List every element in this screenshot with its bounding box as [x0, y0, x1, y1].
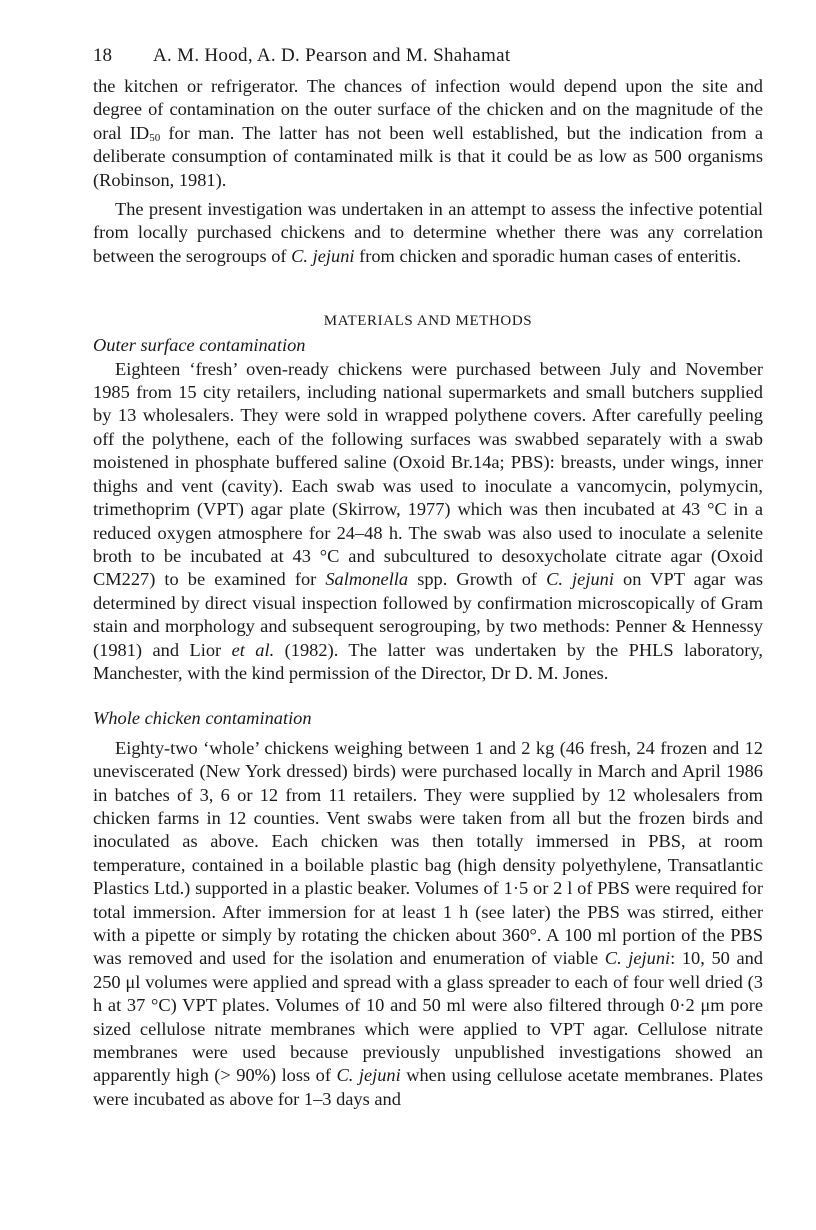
intro-paragraph-1: the kitchen or refrigerator. The chances of infection would depend upon the site and degree of contamination on the outer surface of the chicken and on the magnitude of the oral $ID_{50}$ for man. The latter has not been well established, but the indication from a deliberate consumption of contaminated milk is that it could be as low as 500 organisms (Robinson, 1981).	[93, 76, 763, 190]
outer-surface-paragraph: Eighteen ‘fresh’ oven-ready chickens were purchased between July and November 1985 from 15 city retailers, including national supermarkets and small butchers supplied by 13 wholesalers. They were sold in wrapped polythene covers. After carefully peeling off the polythene, each of the following surfaces was swabbed separately with a swab moistened in phosphate buffered saline (Oxoid Br.14a; PBS): breasts, under wings, inner thighs and vent (cavity). Each swab was used to inoculate a vancomycin, polymycin, trimethoprim (VPT) agar plate (Skirrow, 1977) which was then incubated at 43 °C in a reduced oxygen atmosphere for 24–48 h. The swab was also used to inoculate a selenite broth to be incubated at 43 °C and subcultured to desoxycholate citrate agar (Oxoid CM227) to be examined for Salmonella spp. Growth of C. jejuni on VPT agar was determined by direct visual inspection followed by confirmation microscopically of Gram stain and morphology and subsequent serogrouping, by two methods: Penner & Hennessy (1981) and Lior et al. (1982). The latter was undertaken by the PHLS laboratory, Manchester, with the kind permission of the Director, Dr D. M. Jones.	[93, 358, 764, 683]
section-title: MATERIALS AND METHODS	[323, 313, 533, 330]
whole-chicken-paragraph: Eighty-two ‘whole’ chickens weighing between 1 and 2 kg (46 fresh, 24 frozen and 12 uneviscerated (New York dressed) birds) were purchased locally in March and April 1986 in batches of 3, 6 or 12 from 11 retailers. They were supplied by 12 wholesalers from chicken farms in 12 counties. Vent swabs were taken from all but the frozen birds and inoculated as above. Each chicken was then totally immersed in PBS, at room temperature, contained in a boilable plastic bag (high density polyethylene, Transatlantic Plastics Ltd.) supported in a plastic beaker. Volumes of 1·5 or 2 l of PBS were required for total immersion. After immersion for at least 1 h (see later) the PBS was stirred, either with a pipette or simply by rotating the chicken about 360°. A 100 ml portion of the PBS was removed and used for the isolation and enumeration of viable C. jejuni: 10, 50 and 250 μl volumes were applied and spread with a glass spreader to each of four well dried (3 h at 37 °C) VPT plates. Volumes of 10 and 50 ml were also filtered through 0·2 μm pore sized cellulose nitrate membranes which were applied to VPT agar. Cellulose nitrate membranes were used because previously unpublished investigations showed an apparently high (> 90%) loss of C. jejuni when using cellulose acetate membranes. Plates were incubated as above for 1–3 days and	[93, 737, 764, 1109]
running-header	[93, 44, 763, 72]
subheading-outer-surface: Outer surface contamination	[93, 335, 306, 356]
journal-page	[93, 44, 763, 1111]
subheading-whole-chicken: Whole chicken contamination	[93, 708, 312, 729]
page-number: 18	[93, 45, 112, 66]
intro-paragraph-2: The present investigation was undertaken in an attempt to assess the infective potential from locally purchased chickens and to determine whether there was any correlation between the serogroups of C. jejuni from chicken and sporadic human cases of enteritis.	[93, 199, 763, 266]
running-header-authors: A. M. Hood, A. D. Pearson and M. Shahamat	[153, 45, 511, 66]
